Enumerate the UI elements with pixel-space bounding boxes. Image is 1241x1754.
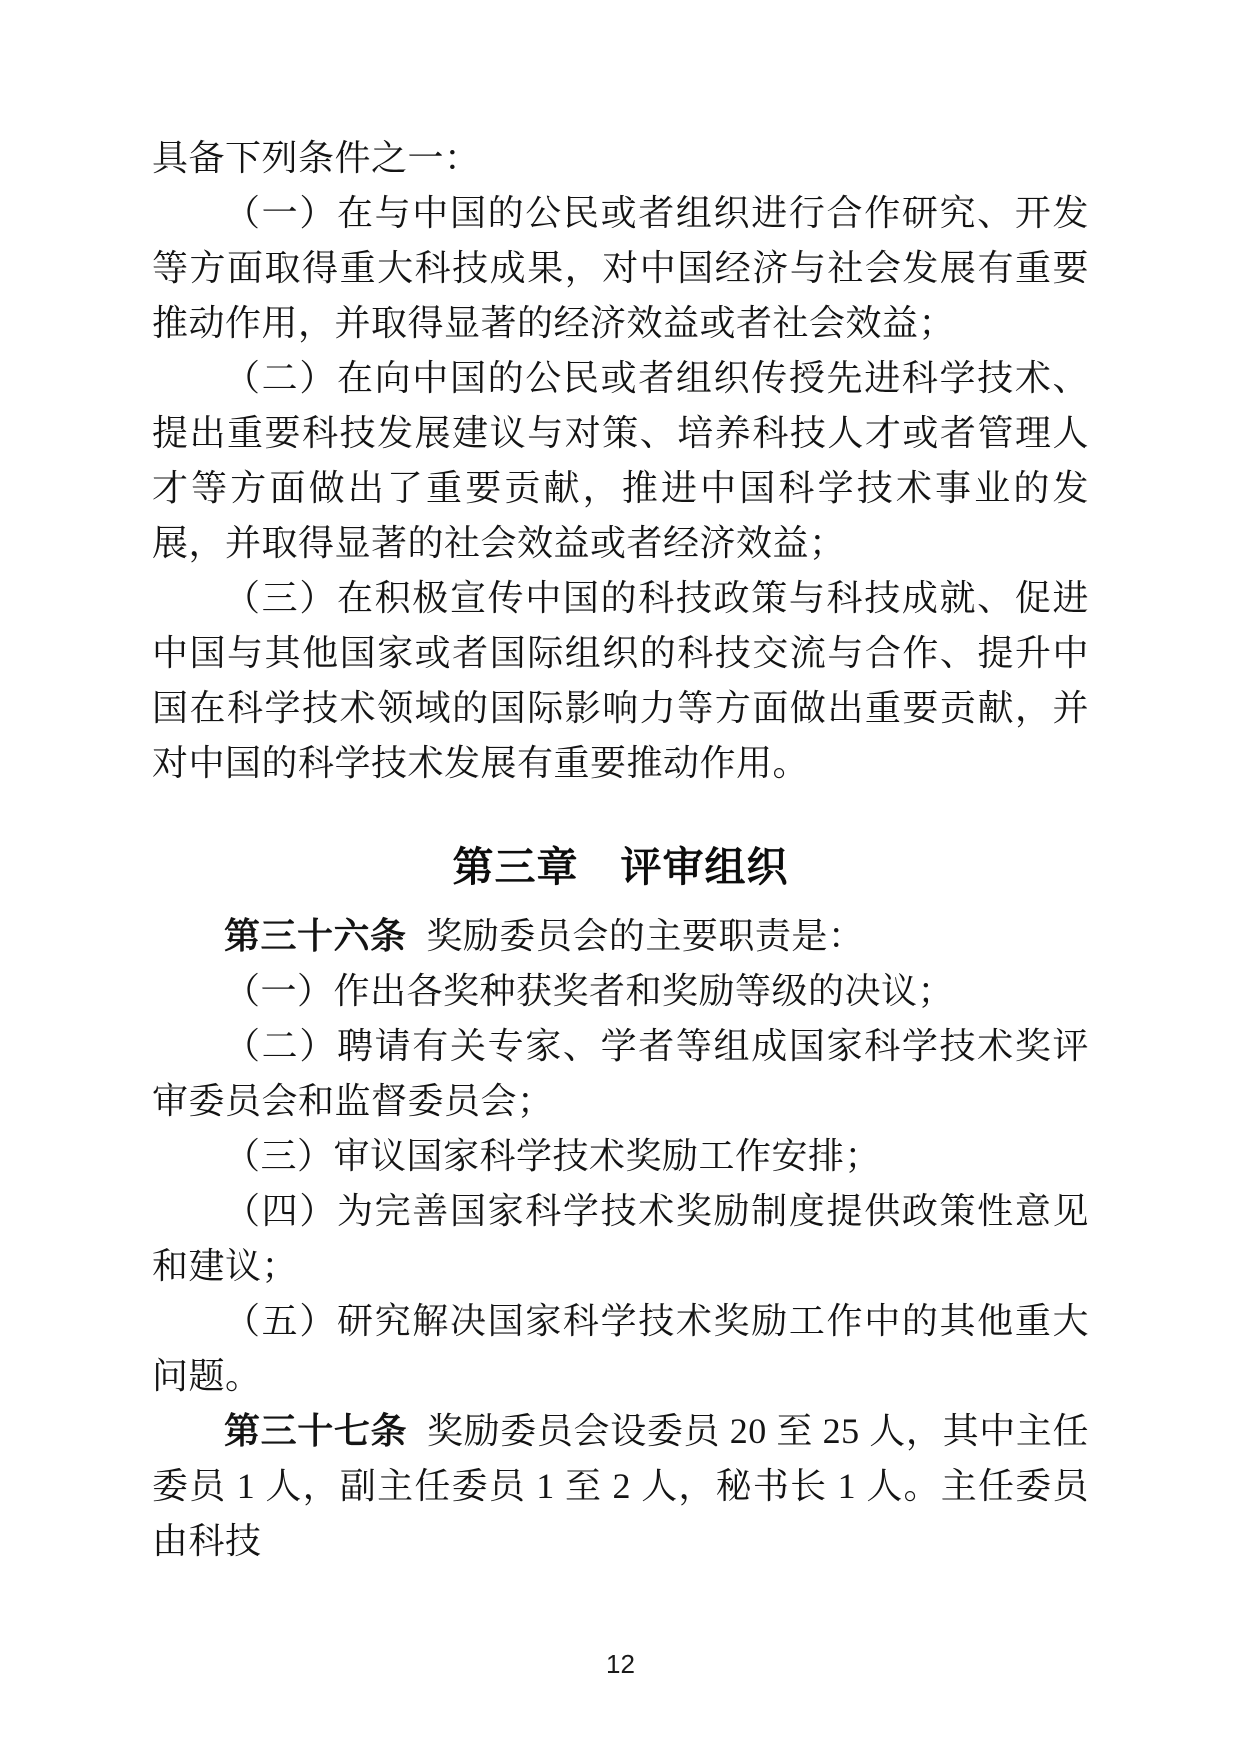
- article-36-number: 第三十六条: [224, 916, 407, 956]
- intro-paragraph: 具备下列条件之一：: [152, 138, 481, 178]
- article-36-item-1: （一）作出各奖种获奖者和奖励等级的决议；: [224, 971, 955, 1011]
- article-36-item-2: （二）聘请有关专家、学者等组成国家科学技术奖评审委员会和监督委员会；: [152, 1026, 1089, 1121]
- article-37-lead-text: 奖励委员会设委员 20 至 25 人，其中主任委员 1 人，副主任委员 1 至 2 人，秘书长 1 人。主任委员由科技: [152, 1411, 1089, 1561]
- article-37-number: 第三十七条: [224, 1411, 408, 1451]
- article-36-item-5: （五）研究解决国家科学技术奖励工作中的其他重大问题。: [152, 1301, 1089, 1396]
- clause-paragraph-3: （三）在积极宣传中国的科技政策与科技成就、促进中国与其他国家或者国际组织的科技交流与合作、提升中国在科学技术领域的国际影响力等方面做出重要贡献，并对中国的科学技术发展有重要推动作用。: [152, 578, 1089, 783]
- clause-paragraph-2: （二）在向中国的公民或者组织传授先进科学技术、提出重要科技发展建议与对策、培养科技人才或者管理人才等方面做出了重要贡献，推进中国科学技术事业的发展，并取得显著的社会效益或者经济效益；: [152, 358, 1089, 563]
- clause-paragraph-1: （一）在与中国的公民或者组织进行合作研究、开发等方面取得重大科技成果，对中国经济与社会发展有重要推动作用，并取得显著的经济效益或者社会效益；: [152, 193, 1089, 343]
- article-36-item-3: （三）审议国家科学技术奖励工作安排；: [224, 1136, 882, 1176]
- article-36-item-4: （四）为完善国家科学技术奖励制度提供政策性意见和建议；: [152, 1191, 1089, 1286]
- article-37-paragraph: [152, 1404, 1089, 1569]
- page-number: 12: [606, 1649, 635, 1679]
- document-body: [152, 131, 1089, 1569]
- article-36-paragraph: [152, 909, 1089, 964]
- chapter-heading: 第三章 评审组织: [452, 844, 789, 890]
- article-36-lead-text: 奖励委员会的主要职责是：: [426, 916, 865, 956]
